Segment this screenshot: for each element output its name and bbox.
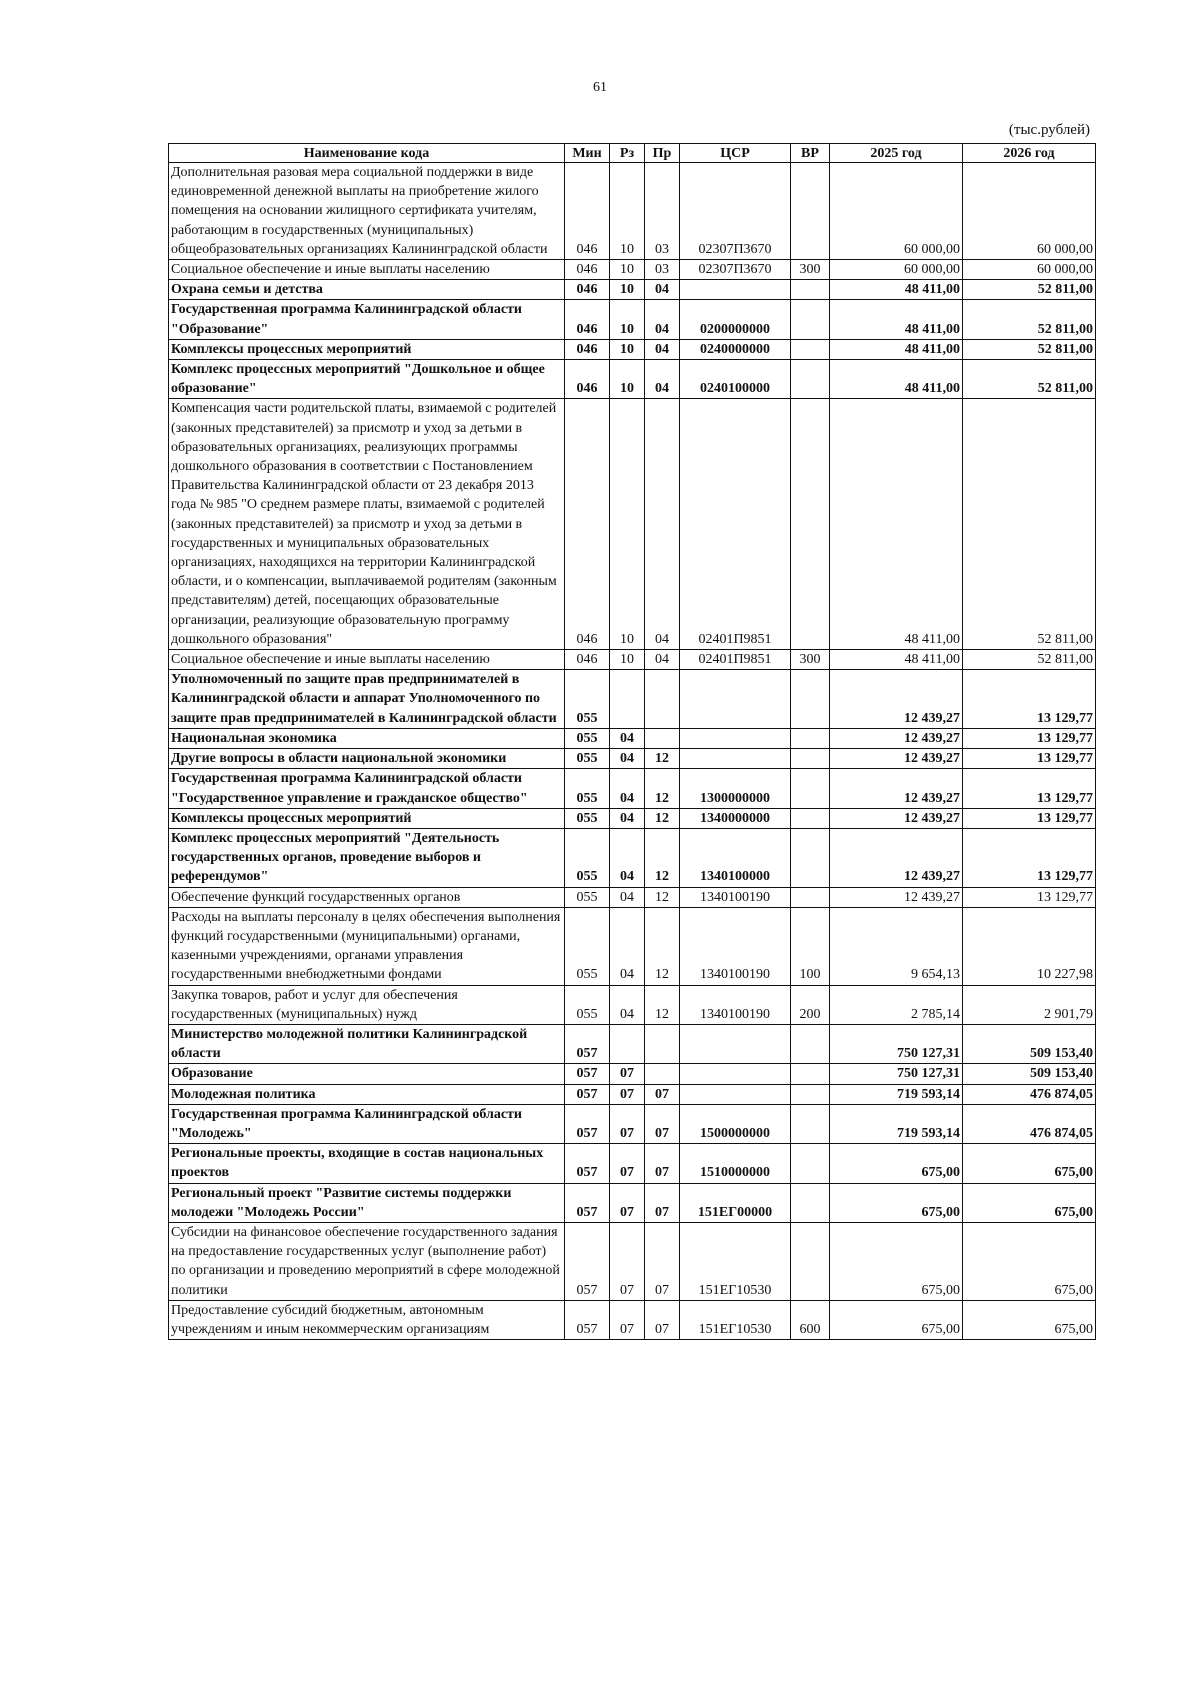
cell-vr: 300 — [791, 260, 830, 280]
cell-pr: 04 — [645, 360, 680, 399]
cell-2025: 12 439,27 — [830, 828, 963, 887]
cell-min: 046 — [565, 300, 610, 339]
cell-rz: 10 — [610, 260, 645, 280]
cell-pr: 12 — [645, 769, 680, 808]
cell-pr: 12 — [645, 828, 680, 887]
cell-name: Образование — [169, 1064, 565, 1084]
cell-csr: 0240100000 — [680, 360, 791, 399]
cell-vr: 300 — [791, 650, 830, 670]
cell-min: 046 — [565, 339, 610, 359]
table-row — [169, 399, 1096, 650]
cell-name: Национальная экономика — [169, 728, 565, 748]
cell-csr — [680, 728, 791, 748]
cell-csr: 0240000000 — [680, 339, 791, 359]
cell-2026: 675,00 — [963, 1300, 1096, 1339]
cell-2025: 48 411,00 — [830, 300, 963, 339]
table-row — [169, 887, 1096, 907]
cell-pr: 07 — [645, 1183, 680, 1222]
cell-csr: 1340100190 — [680, 887, 791, 907]
table-header-row — [169, 144, 1096, 163]
cell-name: Дополнительная разовая мера социальной поддержки в виде единовременной денежной выплаты на приобретение жилого помещения на основании жилищного сертификата учителям, работающим в государственных (муниципальных) общеобразовательных организациях Калининградской области — [169, 163, 565, 260]
cell-2026: 13 129,77 — [963, 670, 1096, 729]
cell-name: Региональные проекты, входящие в состав национальных проектов — [169, 1144, 565, 1183]
cell-rz: 10 — [610, 650, 645, 670]
table-row — [169, 360, 1096, 399]
cell-pr: 07 — [645, 1144, 680, 1183]
cell-csr: 02401П9851 — [680, 650, 791, 670]
cell-min: 055 — [565, 769, 610, 808]
cell-vr — [791, 769, 830, 808]
cell-name: Государственная программа Калининградской области "Молодежь" — [169, 1104, 565, 1143]
cell-rz: 04 — [610, 907, 645, 985]
cell-2025: 675,00 — [830, 1222, 963, 1300]
cell-2025: 48 411,00 — [830, 360, 963, 399]
table-row — [169, 1222, 1096, 1300]
table-row — [169, 985, 1096, 1024]
cell-csr: 1340000000 — [680, 808, 791, 828]
table-row — [169, 828, 1096, 887]
table-row — [169, 1024, 1096, 1063]
cell-pr: 04 — [645, 280, 680, 300]
cell-rz: 04 — [610, 769, 645, 808]
cell-2026: 476 874,05 — [963, 1104, 1096, 1143]
cell-rz: 10 — [610, 339, 645, 359]
cell-min: 055 — [565, 749, 610, 769]
table-row — [169, 728, 1096, 748]
cell-csr — [680, 749, 791, 769]
cell-vr: 600 — [791, 1300, 830, 1339]
cell-csr — [680, 280, 791, 300]
cell-min: 057 — [565, 1024, 610, 1063]
table-row — [169, 1183, 1096, 1222]
cell-2026: 60 000,00 — [963, 260, 1096, 280]
table-row — [169, 1084, 1096, 1104]
cell-vr — [791, 1064, 830, 1084]
cell-2025: 12 439,27 — [830, 749, 963, 769]
cell-2025: 48 411,00 — [830, 339, 963, 359]
cell-pr: 12 — [645, 808, 680, 828]
cell-pr — [645, 1064, 680, 1084]
cell-rz: 04 — [610, 808, 645, 828]
cell-min: 057 — [565, 1104, 610, 1143]
cell-2026: 13 129,77 — [963, 728, 1096, 748]
cell-name: Комплексы процессных мероприятий — [169, 808, 565, 828]
budget-table — [168, 143, 1096, 1340]
cell-pr: 04 — [645, 339, 680, 359]
cell-2025: 719 593,14 — [830, 1084, 963, 1104]
cell-vr — [791, 670, 830, 729]
cell-2026: 52 811,00 — [963, 650, 1096, 670]
cell-pr: 07 — [645, 1104, 680, 1143]
cell-2025: 48 411,00 — [830, 399, 963, 650]
cell-rz: 07 — [610, 1104, 645, 1143]
cell-2025: 12 439,27 — [830, 670, 963, 729]
header-min: Мин — [565, 144, 610, 163]
cell-csr: 1340100190 — [680, 907, 791, 985]
table-row — [169, 670, 1096, 729]
cell-vr — [791, 1183, 830, 1222]
cell-2026: 13 129,77 — [963, 887, 1096, 907]
cell-min: 055 — [565, 728, 610, 748]
units-label: (тыс.рублей) — [1008, 122, 1090, 138]
cell-name: Комплекс процессных мероприятий "Дошкольное и общее образование" — [169, 360, 565, 399]
cell-min: 046 — [565, 360, 610, 399]
cell-2026: 10 227,98 — [963, 907, 1096, 985]
cell-min: 055 — [565, 808, 610, 828]
cell-csr: 151ЕГ10530 — [680, 1222, 791, 1300]
table-row — [169, 339, 1096, 359]
cell-vr — [791, 1084, 830, 1104]
cell-2025: 2 785,14 — [830, 985, 963, 1024]
cell-rz: 07 — [610, 1183, 645, 1222]
cell-min: 046 — [565, 260, 610, 280]
cell-2025: 12 439,27 — [830, 887, 963, 907]
cell-csr: 02401П9851 — [680, 399, 791, 650]
cell-rz: 04 — [610, 828, 645, 887]
cell-vr — [791, 887, 830, 907]
cell-2025: 60 000,00 — [830, 260, 963, 280]
cell-csr — [680, 1024, 791, 1063]
cell-csr — [680, 1084, 791, 1104]
cell-vr — [791, 280, 830, 300]
cell-min: 057 — [565, 1144, 610, 1183]
table-row — [169, 808, 1096, 828]
cell-2025: 48 411,00 — [830, 280, 963, 300]
cell-min: 055 — [565, 985, 610, 1024]
cell-min: 055 — [565, 828, 610, 887]
header-csr: ЦСР — [680, 144, 791, 163]
cell-pr: 12 — [645, 887, 680, 907]
cell-rz: 10 — [610, 399, 645, 650]
cell-rz: 10 — [610, 360, 645, 399]
cell-vr — [791, 1104, 830, 1143]
cell-2025: 750 127,31 — [830, 1024, 963, 1063]
cell-name: Компенсация части родительской платы, взимаемой с родителей (законных представителей) за присмотр и уход за детьми в образовательных организациях, реализующих программы дошкольного образования в соответствии с Постановлением Правительства Калининградской области от 23 декабря 2013 года № 985 "О среднем размере платы, взимаемой с родителей (законных представителей) за присмотр и уход за детьми в государственных и муниципальных образовательных организациях, находящихся на территории Калининградской области, и о компенсации, выплачиваемой родителям (законным представителям) детей, посещающих образовательные организации, реализующие образовательную программу дошкольного образования" — [169, 399, 565, 650]
cell-2026: 13 129,77 — [963, 749, 1096, 769]
cell-csr: 0200000000 — [680, 300, 791, 339]
cell-2025: 750 127,31 — [830, 1064, 963, 1084]
cell-rz: 07 — [610, 1064, 645, 1084]
cell-name: Охрана семьи и детства — [169, 280, 565, 300]
header-name: Наименование кода — [169, 144, 565, 163]
cell-min: 057 — [565, 1222, 610, 1300]
cell-rz: 10 — [610, 280, 645, 300]
cell-csr: 151ЕГ10530 — [680, 1300, 791, 1339]
cell-rz: 10 — [610, 300, 645, 339]
cell-name: Предоставление субсидий бюджетным, автономным учреждениям и иным некоммерческим организациям — [169, 1300, 565, 1339]
cell-rz: 07 — [610, 1144, 645, 1183]
cell-name: Социальное обеспечение и иные выплаты населению — [169, 650, 565, 670]
cell-pr: 07 — [645, 1084, 680, 1104]
table-row — [169, 650, 1096, 670]
cell-name: Другие вопросы в области национальной экономики — [169, 749, 565, 769]
cell-vr — [791, 1024, 830, 1063]
cell-2025: 719 593,14 — [830, 1104, 963, 1143]
cell-name: Государственная программа Калининградской области "Государственное управление и гражданское общество" — [169, 769, 565, 808]
cell-min: 046 — [565, 650, 610, 670]
cell-rz: 04 — [610, 728, 645, 748]
cell-2025: 675,00 — [830, 1183, 963, 1222]
cell-vr — [791, 339, 830, 359]
cell-vr — [791, 300, 830, 339]
cell-pr — [645, 728, 680, 748]
cell-pr: 12 — [645, 985, 680, 1024]
cell-csr: 02307П3670 — [680, 260, 791, 280]
table-row — [169, 163, 1096, 260]
cell-pr: 03 — [645, 163, 680, 260]
cell-name: Социальное обеспечение и иные выплаты населению — [169, 260, 565, 280]
table-row — [169, 280, 1096, 300]
cell-vr — [791, 728, 830, 748]
cell-rz: 04 — [610, 749, 645, 769]
cell-2026: 52 811,00 — [963, 339, 1096, 359]
table-row — [169, 1300, 1096, 1339]
cell-vr — [791, 1222, 830, 1300]
cell-2026: 52 811,00 — [963, 300, 1096, 339]
cell-2026: 2 901,79 — [963, 985, 1096, 1024]
cell-2026: 52 811,00 — [963, 360, 1096, 399]
cell-vr — [791, 749, 830, 769]
cell-name: Закупка товаров, работ и услуг для обеспечения государственных (муниципальных) нужд — [169, 985, 565, 1024]
cell-rz — [610, 1024, 645, 1063]
cell-2026: 13 129,77 — [963, 769, 1096, 808]
cell-name: Молодежная политика — [169, 1084, 565, 1104]
cell-pr — [645, 1024, 680, 1063]
cell-2025: 675,00 — [830, 1300, 963, 1339]
cell-vr — [791, 163, 830, 260]
cell-2026: 675,00 — [963, 1183, 1096, 1222]
cell-name: Обеспечение функций государственных органов — [169, 887, 565, 907]
cell-2025: 9 654,13 — [830, 907, 963, 985]
page-number: 61 — [593, 80, 607, 95]
header-2025: 2025 год — [830, 144, 963, 163]
table-row — [169, 1104, 1096, 1143]
cell-2026: 52 811,00 — [963, 399, 1096, 650]
cell-2026: 476 874,05 — [963, 1084, 1096, 1104]
cell-name: Субсидии на финансовое обеспечение государственного задания на предоставление государственных услуг (выполнение работ) по организации и проведению мероприятий в сфере молодежной политики — [169, 1222, 565, 1300]
cell-min: 055 — [565, 887, 610, 907]
cell-rz: 04 — [610, 985, 645, 1024]
cell-min: 057 — [565, 1064, 610, 1084]
header-rz: Рз — [610, 144, 645, 163]
table-row — [169, 749, 1096, 769]
cell-2025: 48 411,00 — [830, 650, 963, 670]
cell-2025: 675,00 — [830, 1144, 963, 1183]
cell-name: Государственная программа Калининградской области "Образование" — [169, 300, 565, 339]
table-row — [169, 769, 1096, 808]
cell-pr: 03 — [645, 260, 680, 280]
cell-min: 055 — [565, 907, 610, 985]
cell-vr — [791, 360, 830, 399]
cell-rz: 10 — [610, 163, 645, 260]
cell-min: 057 — [565, 1084, 610, 1104]
cell-pr: 12 — [645, 749, 680, 769]
cell-min: 046 — [565, 163, 610, 260]
table-row — [169, 1064, 1096, 1084]
cell-2026: 675,00 — [963, 1222, 1096, 1300]
cell-pr — [645, 670, 680, 729]
cell-2025: 12 439,27 — [830, 769, 963, 808]
cell-vr: 100 — [791, 907, 830, 985]
cell-vr — [791, 399, 830, 650]
cell-csr: 1500000000 — [680, 1104, 791, 1143]
cell-rz — [610, 670, 645, 729]
cell-csr: 02307П3670 — [680, 163, 791, 260]
cell-rz: 07 — [610, 1300, 645, 1339]
cell-csr: 1340100190 — [680, 985, 791, 1024]
cell-2026: 13 129,77 — [963, 828, 1096, 887]
cell-min: 046 — [565, 280, 610, 300]
cell-vr — [791, 1144, 830, 1183]
cell-min: 046 — [565, 399, 610, 650]
cell-rz: 07 — [610, 1084, 645, 1104]
cell-pr: 07 — [645, 1222, 680, 1300]
cell-pr: 04 — [645, 300, 680, 339]
cell-name: Расходы на выплаты персоналу в целях обеспечения выполнения функций государственными (муниципальными) органами, казенными учреждениями, органами управления государственными внебюджетными фондами — [169, 907, 565, 985]
cell-2026: 13 129,77 — [963, 808, 1096, 828]
cell-name: Региональный проект "Развитие системы поддержки молодежи "Молодежь России" — [169, 1183, 565, 1222]
cell-2026: 60 000,00 — [963, 163, 1096, 260]
cell-rz: 04 — [610, 887, 645, 907]
cell-2025: 12 439,27 — [830, 808, 963, 828]
cell-csr: 1510000000 — [680, 1144, 791, 1183]
cell-pr: 12 — [645, 907, 680, 985]
cell-csr — [680, 1064, 791, 1084]
header-vr: ВР — [791, 144, 830, 163]
header-2026: 2026 год — [963, 144, 1096, 163]
header-pr: Пр — [645, 144, 680, 163]
cell-vr — [791, 808, 830, 828]
cell-2026: 509 153,40 — [963, 1024, 1096, 1063]
cell-name: Уполномоченный по защите прав предпринимателей в Калининградской области и аппарат Уполномоченного по защите прав предпринимателей в Калининградской области — [169, 670, 565, 729]
cell-2026: 52 811,00 — [963, 280, 1096, 300]
cell-pr: 07 — [645, 1300, 680, 1339]
cell-rz: 07 — [610, 1222, 645, 1300]
cell-name: Комплекс процессных мероприятий "Деятельность государственных органов, проведение выборов и референдумов" — [169, 828, 565, 887]
cell-name: Министерство молодежной политики Калининградской области — [169, 1024, 565, 1063]
cell-vr: 200 — [791, 985, 830, 1024]
cell-pr: 04 — [645, 650, 680, 670]
cell-2025: 60 000,00 — [830, 163, 963, 260]
table-row — [169, 260, 1096, 280]
cell-pr: 04 — [645, 399, 680, 650]
cell-csr — [680, 670, 791, 729]
cell-min: 057 — [565, 1300, 610, 1339]
cell-csr: 151ЕГ00000 — [680, 1183, 791, 1222]
table-row — [169, 907, 1096, 985]
cell-min: 057 — [565, 1183, 610, 1222]
cell-min: 055 — [565, 670, 610, 729]
cell-2025: 12 439,27 — [830, 728, 963, 748]
cell-csr: 1300000000 — [680, 769, 791, 808]
cell-vr — [791, 828, 830, 887]
cell-2026: 675,00 — [963, 1144, 1096, 1183]
cell-2026: 509 153,40 — [963, 1064, 1096, 1084]
table-row — [169, 300, 1096, 339]
cell-csr: 1340100000 — [680, 828, 791, 887]
cell-name: Комплексы процессных мероприятий — [169, 339, 565, 359]
table-row — [169, 1144, 1096, 1183]
